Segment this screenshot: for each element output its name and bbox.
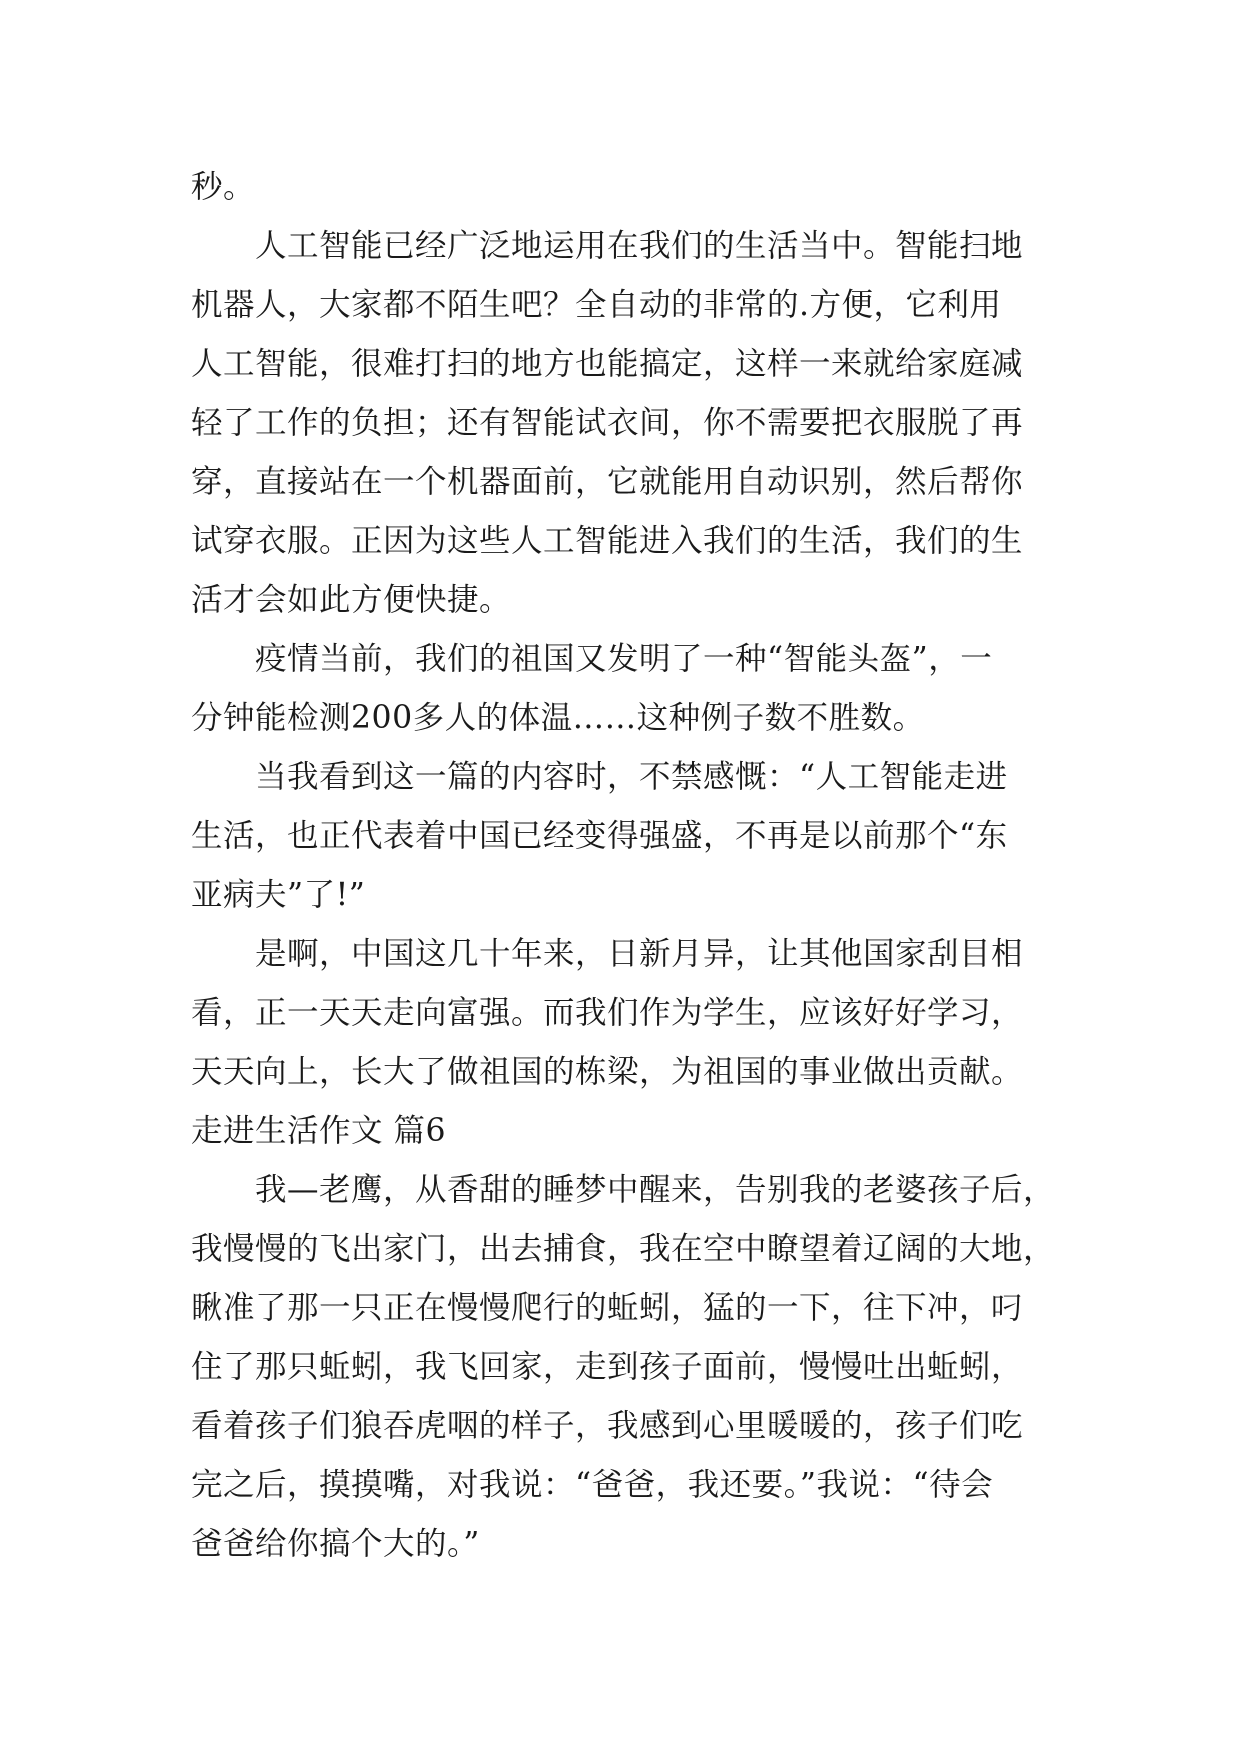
text-line: 穿，直接站在一个机器面前，它就能用自动识别，然后帮你 [191,464,1024,500]
text-line: 人工智能，很难打扫的地方也能搞定，这样一来就给家庭减 [191,346,1024,382]
paragraph-start-line: 是啊，中国这几十年来，日新月异，让其他国家刮目相 [255,936,1024,972]
section-heading: 走进生活作文 篇6 [191,1113,447,1149]
document-body [191,158,1056,1574]
text-line: 活才会如此方便快捷。 [191,582,512,618]
text-line: 机器人，大家都不陌生吧？全自动的非常的.方便，它利用 [191,287,1002,323]
text-line: 看，正一天天走向富强。而我们作为学生，应该好好学习， [191,995,1024,1031]
paragraph-start-line: 疫情当前，我们的祖国又发明了一种“智能头盔”，一 [255,641,993,677]
text-line: 住了那只蚯蚓，我飞回家，走到孩子面前，慢慢吐出蚯蚓， [191,1349,1024,1385]
text-line: 生活，也正代表着中国已经变得强盛，不再是以前那个“东 [191,818,1008,854]
text-line: 瞅准了那一只正在慢慢爬行的蚯蚓，猛的一下，往下冲，叼 [191,1290,1024,1326]
text-line: 亚病夫”了!” [191,877,366,913]
paragraph-start-line: 人工智能已经广泛地运用在我们的生活当中。智能扫地 [255,228,1024,264]
paragraph-start-line: 我—老鹰，从香甜的睡梦中醒来，告别我的老婆孩子后， [255,1172,1056,1208]
text-line: 试穿衣服。正因为这些人工智能进入我们的生活，我们的生 [191,523,1024,559]
paragraph-start-line: 当我看到这一篇的内容时，不禁感慨：“人工智能走进 [255,759,1008,795]
text-line: 完之后，摸摸嘴，对我说：“爸爸，我还要。”我说：“待会 [191,1467,994,1503]
text-line: 秒。 [191,169,256,205]
text-line: 天天向上，长大了做祖国的栋梁，为祖国的事业做出贡献。 [191,1054,1024,1090]
text-line: 爸爸给你搞个大的。” [191,1526,480,1562]
text-line: 轻了工作的负担；还有智能试衣间，你不需要把衣服脱了再 [191,405,1024,441]
text-line: 分钟能检测200多人的体温……这种例子数不胜数。 [191,700,925,736]
text-line: 我慢慢的飞出家门，出去捕食，我在空中瞭望着辽阔的大地， [191,1231,1056,1267]
text-line: 看着孩子们狼吞虎咽的样子，我感到心里暖暖的，孩子们吃 [191,1408,1024,1444]
